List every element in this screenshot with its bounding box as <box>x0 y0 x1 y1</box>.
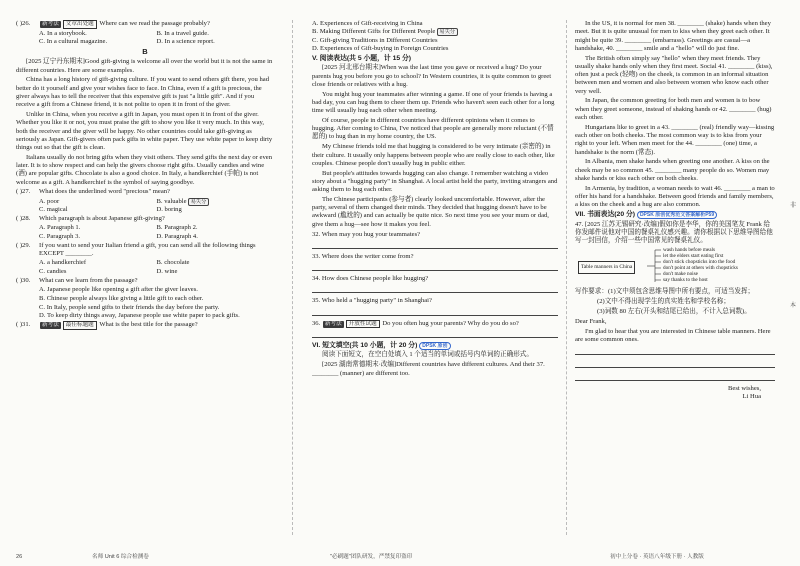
right-column <box>575 20 775 540</box>
footer-right: 初中上分卷 · 英语八年级下册 · 人教版 <box>610 554 704 560</box>
option: A. a handkerchief <box>39 259 87 267</box>
option: A. Paragraph 1. <box>39 224 81 232</box>
mind-map-center: Table manners in China <box>578 261 635 273</box>
column-divider <box>292 20 293 535</box>
question-number: 36. <box>312 319 321 327</box>
writing-line[interactable] <box>575 359 775 368</box>
section-heading: V. 阅读表达(共 5 小题，计 15 分) <box>312 55 412 62</box>
option: A. poor <box>39 197 60 205</box>
option: C. magical <box>39 205 68 213</box>
question-text: If you want to send your Italian friend a gift, you can send all the following things EXCEPT ________. <box>39 241 256 258</box>
options-26 <box>16 30 274 47</box>
question-34: 34. How does Chinese people like hugging? <box>312 275 429 283</box>
mind-map-item: say thanks to the host <box>663 277 708 284</box>
passage-paragraph: Italians usually do not bring gifts when they visit others. They send gifts the next day or even later. It is to show respect and can help the givers choose right gifts. Usually candies and wine (酒) are popular gifts. Chocolate is also a good choice. In Italy, a handkerchief (手帕) is not welcome as a gift. A handkerchief is the symbol of saying goodbye. <box>16 153 273 186</box>
passage-paragraph: [2025 河北邢台期末]When was the last time you gave or received a hug? Do your parents hug you before you go to school? In Western countries, it is quite common to greet close friends or relatives with a hug. <box>312 64 552 88</box>
passage-paragraph: [2025 辽宁丹东期末]Good gift-giving is welcome all over the world but it is not the same in different countries. Here are some examples. <box>16 58 273 74</box>
question-text: Which paragraph is about Japanese gift-giving? <box>39 215 165 223</box>
letter-signature: Li Hua <box>742 393 761 401</box>
question-number: ( )31. <box>16 321 31 329</box>
mind-map-item: let the elders start eating first <box>663 253 724 260</box>
question-30 <box>16 277 274 285</box>
option: B. Paragraph 2. <box>156 224 198 232</box>
question-text: What is the best title for the passage? <box>99 321 198 329</box>
passage-paragraph: But people's attitudes towards hugging can also change. I remember watching a video story about a "hugging party" in Shanghai. A local artist held the party, inviting strangers and asking them to hug each other. <box>312 169 558 194</box>
question-type-badge: 文章出处题 <box>63 20 97 29</box>
section-instructions: 阅读下面短文，在空白处填入 1 个适当的单词或括号内单词的正确形式。 <box>322 351 533 359</box>
footer-left: 名师 Unit 6 综合检测卷 <box>92 554 149 560</box>
question-number: ( )29. <box>16 241 31 249</box>
option: C. In a cultural magazine. <box>39 37 108 45</box>
letter-closing: Best wishes, <box>728 384 761 392</box>
mind-map <box>575 247 775 285</box>
options-29 <box>16 259 274 276</box>
option: D. To keep dirty things away, Japanese people use white paper to pack gifts. <box>39 312 240 320</box>
question-32: 32. When may you hug your teammates? <box>312 230 421 238</box>
passage-paragraph: Unlike in China, when you receive a gift in Japan, you must open it in front of the giver. Whether you like it or not, you must praise the gift to show you like it very much. In this way, both the receiver and the giver will be happy. No other countries could take gift-giving as seriously as Japan. Gift-givers often pack gifts in white paper. They use white paper to keep dirty things out so that the gift is clean. <box>16 111 273 152</box>
answer-line[interactable] <box>312 240 558 249</box>
writing-line[interactable] <box>575 372 775 381</box>
mind-map-item: wash hands before meals <box>663 247 716 254</box>
error-prone-mark: 易失分 <box>188 198 209 206</box>
new-exam-tag: 新考法 <box>42 322 59 329</box>
option: D. wine <box>156 267 178 275</box>
question-47: 47. [2025 江苏无锡研究·改编]假如你是李华，你的美国笔友 Frank 给你发邮件说他对中国的餐桌礼仪感兴趣。请你根据以下思维导图给他写一封回信，介绍一些中国常见的餐桌礼仪。 <box>575 220 773 245</box>
passage-paragraph: In the US, it is normal for men 38. ________ (shake) hands when they meet. But it is quite unusual for men to kiss when they greet each other. It might be quite 39. ________ (embarrass). Greetings are casual—a handshake, 40. ________ smile and a "hello" will do just fine. <box>575 20 771 52</box>
section-heading: B <box>142 47 148 57</box>
option: C. candies <box>39 267 67 275</box>
page-number: 26 <box>16 554 23 560</box>
mind-map-item: don't stick chopsticks into the food <box>663 259 736 266</box>
option: B. Making Different Gifts for Different People <box>312 28 436 36</box>
new-exam-tag: 新考法 <box>42 21 59 27</box>
passage-paragraph: My Chinese friends told me that hugging is considered to be very intimate (亲密的) in their culture. It usually only happens between people who are really close to each other, like couples. Chinese people don't usually hug in public either. <box>312 143 555 167</box>
error-prone-mark: 易失分 <box>437 28 458 36</box>
section-6-heading <box>312 342 558 350</box>
question-text: Where can we read the passage probably? <box>99 20 210 27</box>
question-number: ( )28. <box>16 215 31 223</box>
passage-paragraph: In Armenia, by tradition, a woman needs to wait 46. ________ a man to offer his hand for a handshake. Between good friends and family members, a kiss on the cheek and a hug are also common. <box>575 184 775 209</box>
question-29 <box>16 242 274 259</box>
passage-paragraph: The British often simply say "hello" when they meet friends. They usually shake hands only when they first meet. Social 41. ________ (kiss), often just a peck (轻吻) on the cheek, is common in an informal situation between men and women and also between women who know each other very well. <box>575 54 773 95</box>
question-type-badge: 最佳标题题 <box>63 321 97 330</box>
passage-paragraph: The Chinese participants (参与者) clearly looked uncomfortable. However, after the party, several of them changed their minds. They decided that hugging doesn't have to be awkward (尴尬的) and can actually be quite nice. So next time you see your mum or dad, give them a hug—see how it makes you feel. <box>312 195 549 228</box>
answer-line[interactable] <box>312 329 558 338</box>
section-heading: VI. 短文填空(共 10 小题，计 20 分) <box>312 342 418 350</box>
question-number: ( )30. <box>16 276 31 284</box>
passage-paragraph: Of course, people in different countries have different opinions when it comes to hugging. After coming to China, I've noticed that people are generally more reluctant (不情愿的) to hug than in my home country, the US. <box>312 116 554 141</box>
question-36 <box>312 320 558 329</box>
option: D. In a science report. <box>156 37 215 45</box>
option: D. Paragraph 4. <box>156 232 198 240</box>
question-number: ( )26. <box>16 20 31 27</box>
passage-paragraph: [2025 湖南常德期末·改编]Different countries have different cultures. And their 37. ________ (manner) are different too. <box>312 361 545 377</box>
writing-line[interactable] <box>575 346 775 355</box>
ai-original-badge: DPSK 原创优秀范文答案解析P59 <box>637 211 717 219</box>
answer-line[interactable] <box>312 284 558 293</box>
answer-line[interactable] <box>312 307 558 316</box>
margin-mark: 本 <box>789 303 796 309</box>
option: B. In a travel guide. <box>156 29 209 37</box>
column-divider <box>566 20 567 535</box>
footer-center: "必刷题"团队研发，严禁复印盗印 <box>330 554 413 560</box>
left-column <box>16 20 274 540</box>
option: D. boring <box>156 205 182 213</box>
option: B. chocolate <box>156 259 190 267</box>
option: A. In a storybook. <box>39 29 87 37</box>
option: C. Paragraph 3. <box>39 232 81 240</box>
new-exam-tag: 新考法 <box>324 320 342 327</box>
mind-map-item: don't make noise <box>663 271 698 278</box>
letter-opening: I'm glad to hear that you are interested in Chinese table manners. Here are some common ones. <box>575 327 771 344</box>
question-text: What does the underlined word "precious" mean? <box>39 188 170 196</box>
answer-line[interactable] <box>312 262 558 271</box>
option: B. valuable <box>156 197 187 205</box>
question-text: Do you often hug your parents? Why do you do so? <box>382 319 519 327</box>
options-28 <box>16 224 274 241</box>
letter-salutation: Dear Frank, <box>575 318 607 325</box>
writing-requirement: 写作要求：(1)文中须包含思维导图中所有要点，可适当发挥； <box>575 288 755 296</box>
section-heading: VII. 书面表达(20 分) <box>575 211 636 219</box>
question-31 <box>16 321 274 330</box>
ai-original-badge: DPSK 原创 <box>419 342 450 350</box>
passage-paragraph: China has a long history of gift-giving culture. If you want to send others gift there, you had better do it yourself and give your wishes face to face. In China, even if a gift is precious, the giver always has to tell the receiver that this expensive gift is just "a little gift". And if you receive a gift from a Chinese friend, it is not polite to open it in front of the giver. <box>16 76 270 109</box>
option: C. In Italy, people send gifts to their friends the day before the party. <box>39 303 220 311</box>
section-7-heading <box>575 211 775 219</box>
writing-requirement: (3)词数 80 左右(开头和结尾已给出，不计入总词数)。 <box>597 308 751 316</box>
question-35: 35. Who held a "hugging party" in Shanghai? <box>312 297 432 305</box>
option: D. Experiences of Gift-buying in Foreign Countries <box>312 44 449 52</box>
passage-paragraph: Hungarians like to greet in a 43. ________ (real) friendly way—kissing each other on both cheeks. The most common way is to kiss from your right to your left. When men meet for the 44. ________ (one) time, a handshake is the norm (常态). <box>575 123 775 156</box>
option: C. Gift-giving Traditions in Different Countries <box>312 36 438 44</box>
passage-paragraph: You might hug your teammates after winning a game. If one of your friends is having a bad day, you can hug them to cheer them up. Friends who haven't seen each other for a long time will usually hug each other when meeting. <box>312 90 555 115</box>
options-27 <box>16 198 274 215</box>
option: A. Japanese people like opening a gift after the giver leaves. <box>39 286 198 294</box>
question-26 <box>16 20 274 29</box>
question-28 <box>16 215 274 223</box>
option: B. Chinese people always like giving a little gift to each other. <box>39 294 204 302</box>
writing-requirement: (2)文中不得出现学生的真实姓名和学校名称； <box>597 298 730 306</box>
question-type-badge: 开放性试题 <box>346 320 380 329</box>
middle-column <box>312 20 558 540</box>
option: A. Experiences of Gift-receiving in China <box>312 20 423 27</box>
question-27 <box>16 188 274 196</box>
question-number: ( )27. <box>16 188 31 196</box>
mind-map-item: don't point at others with chopsticks <box>663 265 738 272</box>
passage-paragraph: In Albania, men shake hands when greeting one another. A kiss on the cheek may be so common 45. ________ many people do so. Women may shake hands or kiss each other on both cheeks. <box>575 158 770 182</box>
margin-mark: 非 <box>789 203 796 209</box>
question-text: What can we learn from the passage? <box>39 276 138 284</box>
passage-paragraph: In Japan, the common greeting for both men and women is to bow when they greet someone, instead of shaking hands or 42. ________ (hug) each other. <box>575 97 772 121</box>
question-33: 33. Where does the writer come from? <box>312 252 414 260</box>
